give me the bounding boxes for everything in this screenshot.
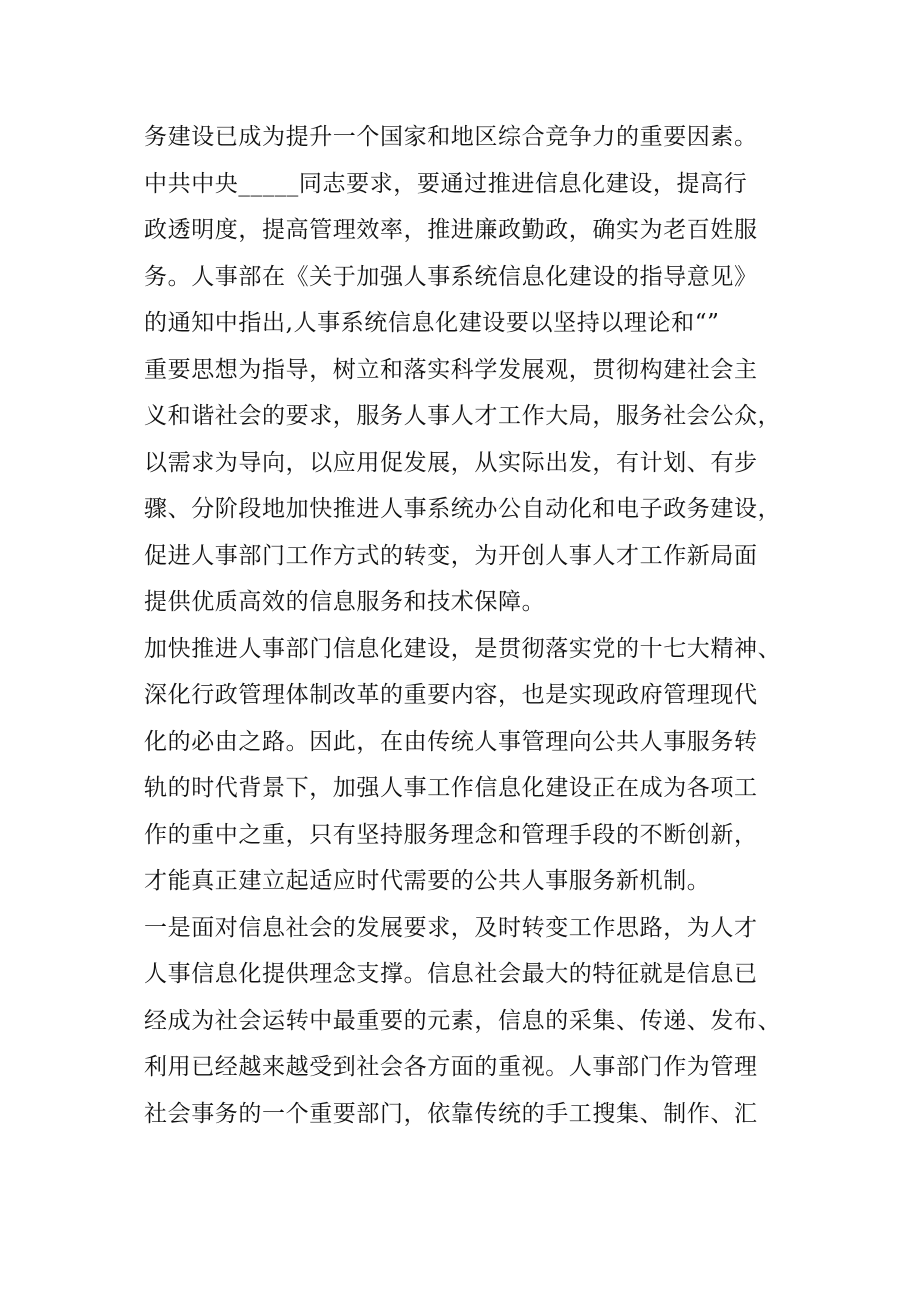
text-line: 作的重中之重，只有坚持服务理念和管理手段的不断创新， <box>144 821 758 848</box>
text-line: 才能真正建立起适应时代需要的公共人事服务新机制。 <box>144 868 711 894</box>
text-line: 重要思想为指导，树立和落实科学发展观，贯彻构建社会主 <box>144 356 758 383</box>
text-line: 义和谐社会的要求，服务人事人才工作大局，服务社会公众， <box>144 403 782 429</box>
text-line: 务建设已成为提升一个国家和地区综合竞争力的重要因素。 <box>144 124 758 150</box>
text-line: 政透明度，提高管理效率，推进廉政勤政，确实为老百姓服 <box>144 217 758 243</box>
text-line: 提供优质高效的信息服务和技术保障。 <box>144 589 546 615</box>
text-line: 社会事务的一个重要部门，依靠传统的手工搜集、制作、汇 <box>144 1100 758 1127</box>
text-line: 骤、分阶段地加快推进人事系统办公自动化和电子政务建设， <box>144 496 782 522</box>
text-line: 轨的时代背景下，加强人事工作信息化建设正在成为各项工 <box>144 775 758 801</box>
text-line: 经成为社会运转中最重要的元素，信息的采集、传递、发布、 <box>144 1007 782 1034</box>
document-body <box>144 114 804 1137</box>
text-line: 化的必由之路。因此，在由传统人事管理向公共人事服务转 <box>144 728 758 755</box>
text-line: 促进人事部门工作方式的转变，为开创人事人才工作新局面 <box>144 542 758 569</box>
text-line: 利用已经越来越受到社会各方面的重视。人事部门作为管理 <box>144 1054 758 1080</box>
text-line: 人事信息化提供理念支撑。信息社会最大的特征就是信息已 <box>144 961 758 987</box>
text-line: 务。人事部在《关于加强人事系统信息化建设的指导意见》 <box>144 263 758 290</box>
text-line: 深化行政管理体制改革的重要内容，也是实现政府管理现代 <box>144 682 758 708</box>
text-line: 中共中央_____同志要求，要通过推进信息化建设，提高行 <box>144 170 748 197</box>
text-line: 的通知中指出,人事系统信息化建设要以坚持以理论和“” <box>144 310 720 336</box>
text-line: 加快推进人事部门信息化建设，是贯彻落实党的十七大精神、 <box>144 635 782 662</box>
text-line: 一是面对信息社会的发展要求，及时转变工作思路，为人才 <box>144 914 758 941</box>
text-line: 以需求为导向，以应用促发展，从实际出发，有计划、有步 <box>144 449 758 476</box>
